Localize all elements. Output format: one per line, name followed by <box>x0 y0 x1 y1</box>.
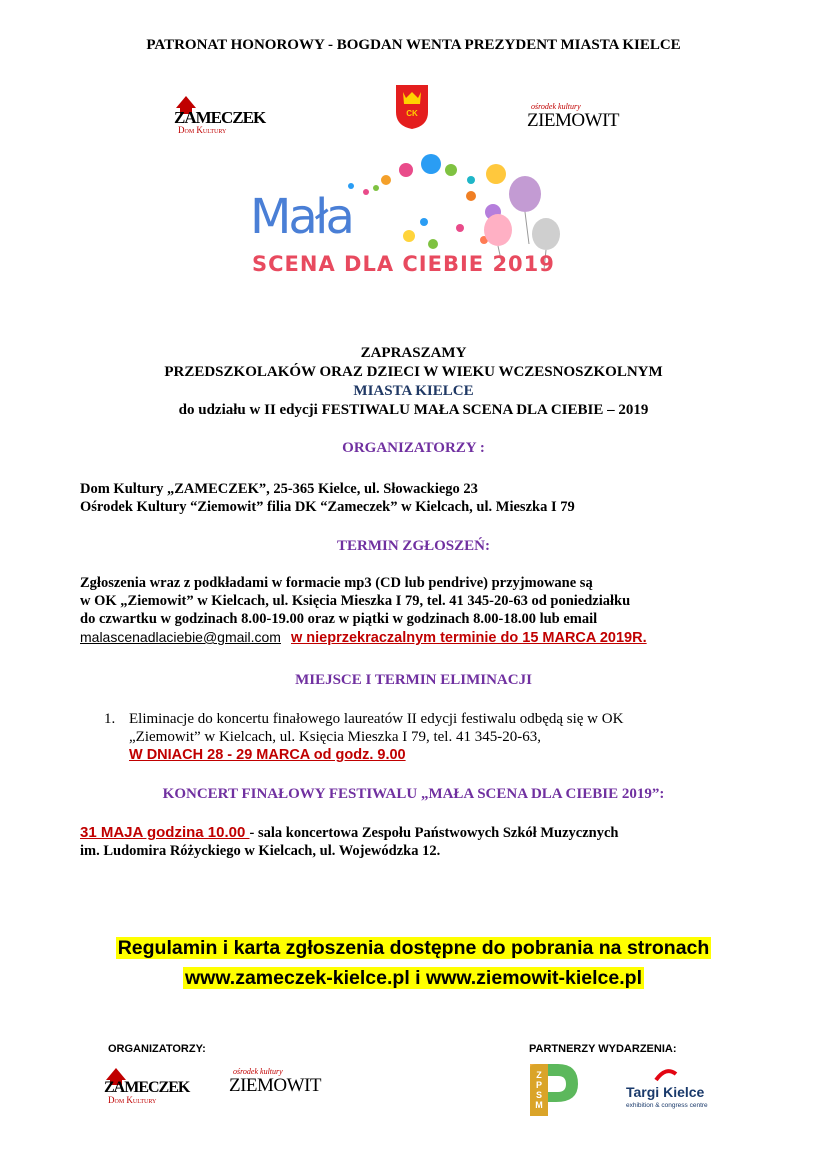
final-venue: - sala koncertowa Zespołu Państwowych Szkół Muzycznych <box>249 825 619 841</box>
festival-logo <box>246 152 616 280</box>
ziemowit-logo <box>527 102 620 136</box>
footer-zameczek-subtitle: Dom Kultury <box>108 1095 157 1105</box>
targi-swoosh-icon <box>654 1066 678 1084</box>
eliminations-heading: MIEJSCE I TERMIN ELIMINACJI <box>295 672 532 688</box>
eliminations-line-1: Eliminacje do koncertu finałowego laureatów II edycji festiwalu odbędą się w OK <box>129 711 624 727</box>
organizers-heading: ORGANIZATORZY : <box>342 440 485 456</box>
footer-zameczek-logo <box>102 1066 190 1106</box>
rules-links[interactable]: www.zameczek-kielce.pl i www.ziemowit-kielce.pl <box>185 967 642 989</box>
final-block <box>80 824 618 860</box>
organizers-list <box>80 480 575 516</box>
intro-festival: do udziału w II edycji FESTIWALU MAŁA SCENA DLA CIEBIE – 2019 <box>178 402 649 418</box>
ziemowit-top-label: ośrodek kultury <box>531 102 581 111</box>
zameczek-subtitle: Dom Kultury <box>178 125 227 135</box>
rules-line-1: Regulamin i karta zgłoszenia dostępne do pobrania na stronach <box>117 937 710 959</box>
deadline-line-4 <box>80 628 647 648</box>
deadline-line-2: w OK „Ziemowit” w Kielcach, ul. Księcia Mieszka I 79, tel. 41 345-20-63 od poniedziałku <box>80 593 631 609</box>
final-heading: KONCERT FINAŁOWY FESTIWALU „MAŁA SCENA DLA CIEBIE 2019”: <box>162 786 665 802</box>
ck-label: CK <box>406 109 418 118</box>
zameczek-logo <box>172 94 266 136</box>
targi-subtitle: exhibition & congress centre <box>626 1102 708 1109</box>
shield-icon <box>395 84 429 130</box>
intro-invite: ZAPRASZAMY <box>360 345 467 361</box>
festival-title-scena: SCENA DLA CIEBIE 2019 <box>252 252 555 276</box>
eliminations-date: W DNIACH 28 - 29 MARCA od godz. 9.00 <box>129 747 406 763</box>
targi-kielce-logo <box>624 1066 712 1114</box>
festival-title-mala: Mała <box>250 189 352 245</box>
intro-audience: PRZEDSZKOLAKÓW ORAZ DZIECI W WIEKU WCZESNOSZKOLNYM <box>164 364 663 380</box>
footer-ziemowit-logo <box>229 1067 322 1101</box>
deadline-line-1: Zgłoszenia wraz z podkładami w formacie mp3 (CD lub pendrive) przyjmowane są <box>80 575 593 591</box>
intro-city: MIASTA KIELCE <box>353 383 474 399</box>
deadline-date: w nieprzekraczalnym terminie do 15 MARCA 2019R. <box>290 630 647 646</box>
deadline-heading: TERMIN ZGŁOSZEŃ: <box>337 538 490 554</box>
final-date: 31 MAJA godzina 10.00 <box>80 824 250 841</box>
patronage-line: PATRONAT HONOROWY - BOGDAN WENTA PREZYDENT MIASTA KIELCE <box>146 37 681 53</box>
final-line-2: im. Ludomira Różyckiego w Kielcach, ul. Wojewódzka 12. <box>80 843 441 859</box>
footer-ziemowit-top-label: ośrodek kultury <box>233 1067 283 1076</box>
deadline-line-3: do czwartku w godzinach 8.00-19.00 oraz w piątki w godzinach 8.00-18.00 lub email <box>80 611 598 627</box>
zpsm-logo <box>528 1062 580 1118</box>
footer-ziemowit-wordmark: ZIEMOWIT <box>229 1075 322 1096</box>
ziemowit-wordmark: ZIEMOWIT <box>527 110 620 131</box>
rules-block <box>0 934 827 994</box>
eliminations-block <box>129 710 623 764</box>
intro-block <box>0 344 827 420</box>
footer-organizers-label: ORGANIZATORZY: <box>108 1043 206 1055</box>
deadline-block <box>80 574 647 648</box>
targi-wordmark: Targi Kielce <box>626 1084 705 1100</box>
organizer-zameczek: Dom Kultury „ZAMECZEK”, 25-365 Kielce, ul. Słowackiego 23 <box>80 481 478 497</box>
eliminations-line-2: „Ziemowit” w Kielcach, ul. Księcia Mieszka I 79, tel. 41 345-20-63, <box>129 729 541 745</box>
email-link[interactable]: malascenadlaciebie@gmail.com <box>80 629 281 645</box>
organizer-ziemowit: Ośrodek Kultury “Ziemowit” filia DK “Zameczek” w Kielcach, ul. Mieszka I 79 <box>80 499 575 515</box>
eliminations-number: 1. <box>104 711 116 727</box>
zameczek-wordmark: ZAMECZEK <box>174 108 266 127</box>
kielce-coat-of-arms <box>395 84 429 130</box>
footer-partners-label: PARTNERZY WYDARZENIA: <box>529 1043 677 1055</box>
zpsm-letters: Z P S M <box>535 1070 543 1110</box>
footer-zameczek-wordmark: ZAMECZEK <box>104 1079 190 1096</box>
final-line-1 <box>80 824 618 842</box>
